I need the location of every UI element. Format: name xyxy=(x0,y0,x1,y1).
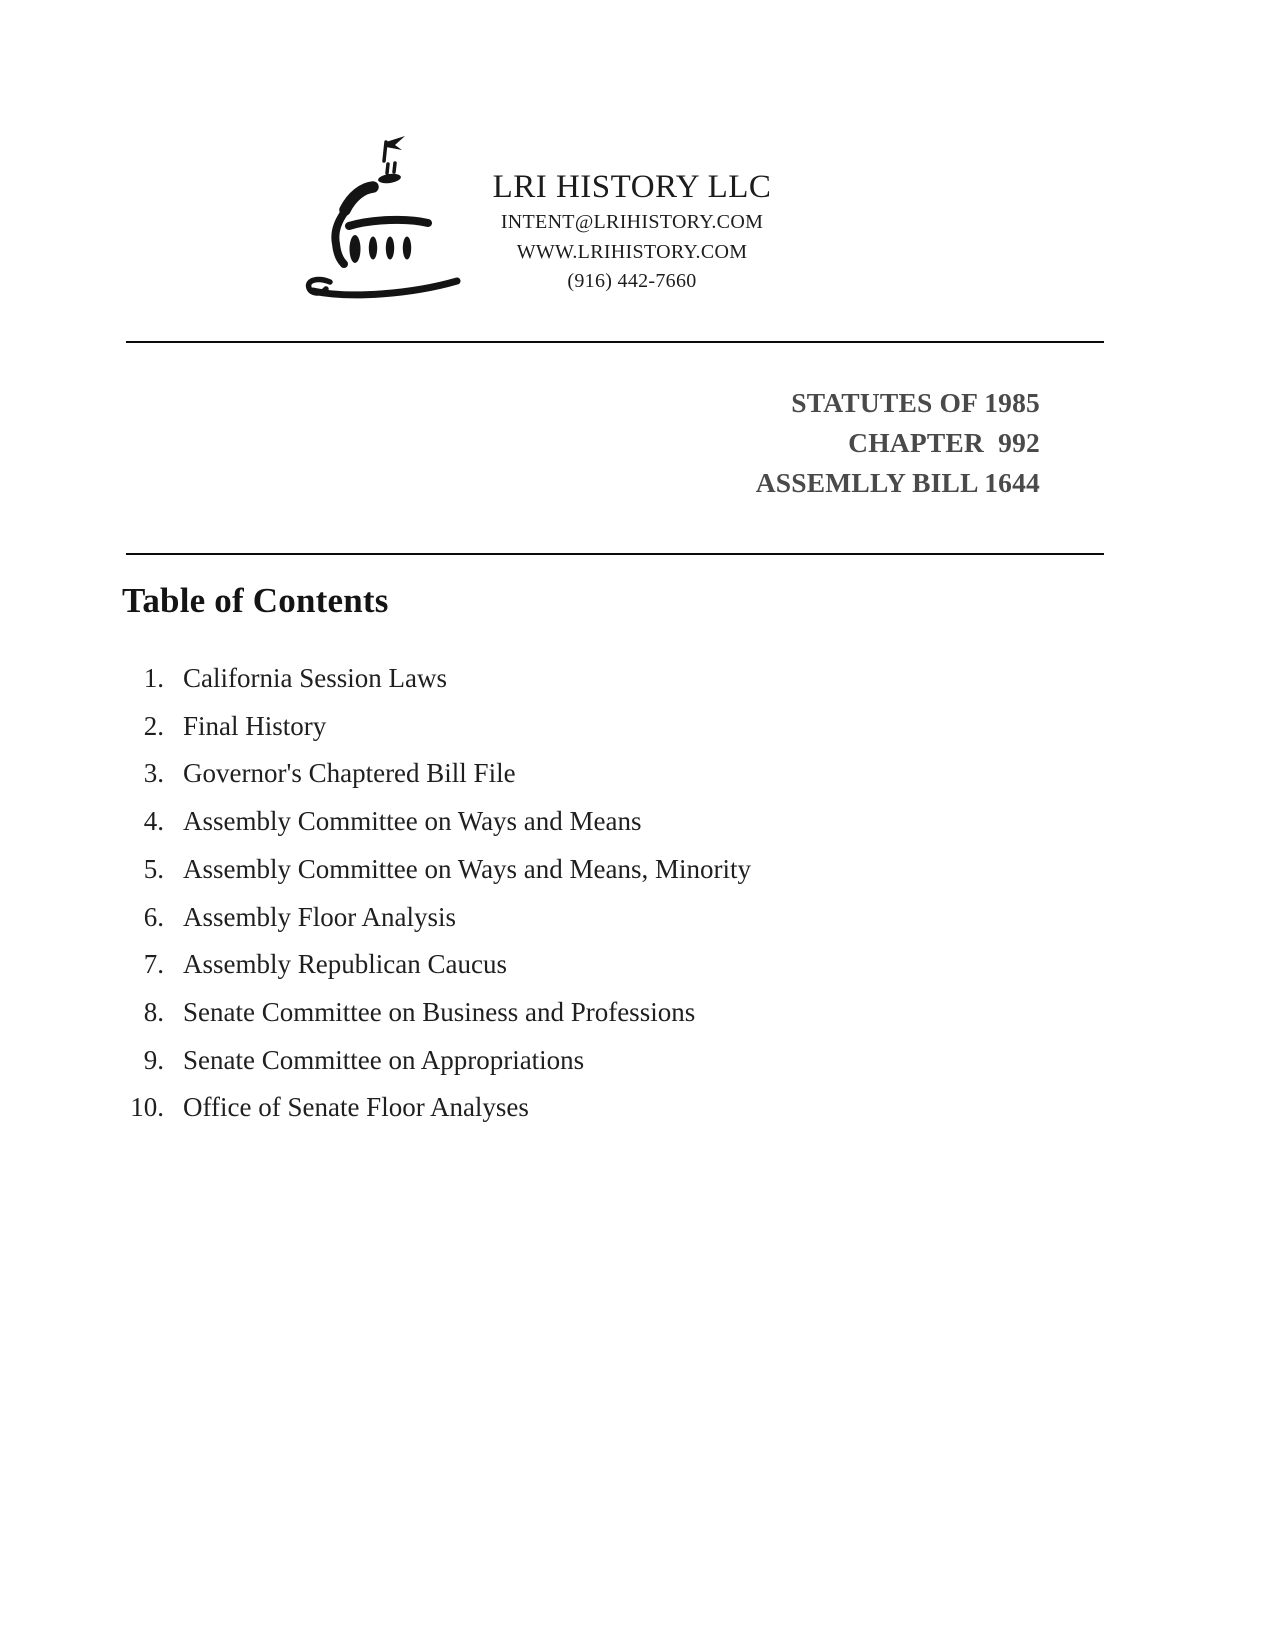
toc-item xyxy=(130,846,751,894)
toc-item xyxy=(130,798,751,846)
company-header xyxy=(417,167,847,297)
divider-line-bottom xyxy=(126,553,1104,555)
company-email: INTENT@LRIHISTORY.COM xyxy=(500,211,764,233)
toc-item-label: Office of Senate Floor Analyses xyxy=(183,1092,529,1123)
toc-item-number: 8. xyxy=(143,996,164,1027)
toc-item xyxy=(130,703,751,751)
company-name: LRI HISTORY LLC xyxy=(492,169,772,205)
toc-item-label: Senate Committee on Business and Professions xyxy=(183,996,696,1027)
toc-item-label: California Session Laws xyxy=(183,663,447,693)
toc-item-number: 2. xyxy=(143,710,164,741)
company-website: WWW.LRIHISTORY.COM xyxy=(516,240,748,263)
toc-item-number: 10. xyxy=(130,1092,164,1123)
toc-item-label: Senate Committee on Appropriations xyxy=(183,1044,585,1075)
toc-item-label: Governor's Chaptered Bill File xyxy=(183,758,516,789)
toc-item xyxy=(130,1037,751,1085)
toc-item-label: Assembly Committee on Ways and Means xyxy=(183,806,642,837)
divider-line-top xyxy=(126,341,1104,343)
assembly-bill-line: ASSEMLLY BILL 1644 xyxy=(755,467,1040,498)
toc-heading: Table of Contents xyxy=(122,581,389,620)
toc-list xyxy=(130,655,751,1132)
toc-item xyxy=(130,655,751,703)
toc-item-number: 7. xyxy=(143,949,164,980)
chapter-line: CHAPTER 992 xyxy=(848,427,1040,458)
toc-item-number: 9. xyxy=(143,1044,164,1075)
toc-item xyxy=(130,941,751,989)
toc-item-number: 3. xyxy=(143,758,164,789)
toc-item-label: Assembly Committee on Ways and Means, Minority xyxy=(183,853,752,884)
toc-item-number: 6. xyxy=(143,901,164,932)
toc-item-number: 5. xyxy=(143,853,164,884)
toc-item-number: 4. xyxy=(143,806,164,837)
toc-item-number: 1. xyxy=(143,663,164,693)
toc-item-label: Assembly Floor Analysis xyxy=(183,901,457,932)
toc-item xyxy=(130,750,751,798)
toc-item xyxy=(130,989,751,1037)
toc-item-label: Final History xyxy=(183,710,327,741)
toc-item-label: Assembly Republican Caucus xyxy=(183,949,507,980)
statute-title-block xyxy=(756,383,1040,503)
company-phone: (916) 442-7660 xyxy=(567,270,697,293)
toc-item xyxy=(130,894,751,942)
statutes-year-line: STATUTES OF 1985 xyxy=(791,387,1040,418)
toc-item xyxy=(130,1084,751,1132)
